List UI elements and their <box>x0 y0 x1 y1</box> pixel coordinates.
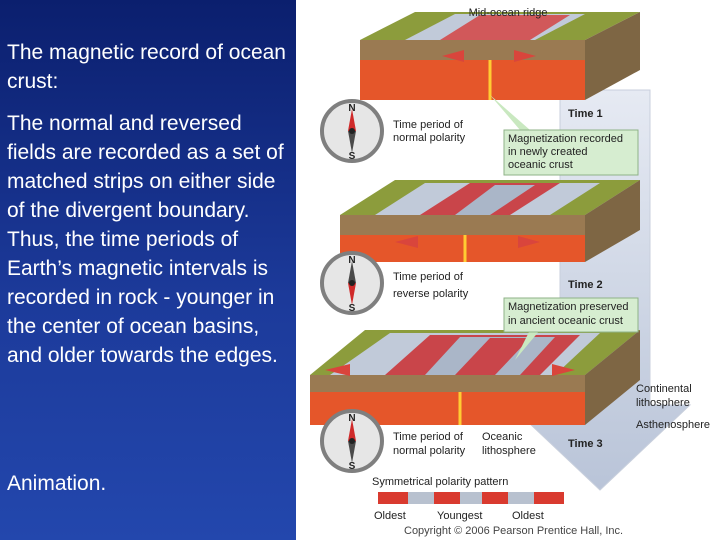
normal-polarity-label-1a: Time period of <box>393 119 463 131</box>
animation-link[interactable]: Animation. <box>7 472 107 495</box>
polarity-strip <box>378 492 564 504</box>
slide-body: The normal and reversed fields are recorded as a set of matched strips on either side of the divergent boundary. Thus, the time periods of Earth’s magnetic intervals is recorded in rock - younger in the center of ocean basins, and older towards the edges. <box>7 112 284 367</box>
asthenosphere-label: Asthenosphere <box>636 419 710 431</box>
callout2-line2: in ancient oceanic crust <box>508 315 623 327</box>
callout1-line2: in newly created <box>508 146 588 158</box>
callout1-line1: Magnetization recorded <box>508 133 623 145</box>
callout1-line3: oceanic crust <box>508 159 573 171</box>
oldest-right-label: Oldest <box>512 510 544 522</box>
compass1-s: S <box>348 151 356 162</box>
youngest-label: Youngest <box>437 510 483 522</box>
reverse-polarity-label-a: Time period of <box>393 271 463 283</box>
callout2-line1: Magnetization preserved <box>508 301 629 313</box>
copyright: Copyright © 2006 Pearson Prentice Hall, Inc. <box>404 525 624 537</box>
oceanic-lithosphere-label-b: lithosphere <box>482 445 536 457</box>
time3-label: Time 3 <box>568 438 603 450</box>
crust-block-time1 <box>360 12 640 100</box>
normal-polarity-label-1b: normal polarity <box>393 132 466 144</box>
diagram-panel <box>296 0 720 540</box>
text-panel <box>0 0 296 540</box>
slide-title: The magnetic record of ocean crust: <box>7 41 286 93</box>
crust-block-time2 <box>340 180 640 262</box>
time1-label: Time 1 <box>568 108 603 120</box>
compass3-n: N <box>348 413 356 424</box>
compass1-n: N <box>348 103 356 114</box>
oldest-left-label: Oldest <box>374 510 406 522</box>
time2-label: Time 2 <box>568 279 603 291</box>
normal-polarity-label-3a: Time period of <box>393 431 463 443</box>
mid-ocean-ridge-label: Mid-ocean ridge <box>468 7 548 19</box>
oceanic-lithosphere-label-a: Oceanic <box>482 431 523 443</box>
compass3-s: S <box>348 461 356 472</box>
seafloor-magnetic-diagram <box>296 0 720 540</box>
compass2-s: S <box>348 303 356 314</box>
pattern-title: Symmetrical polarity pattern <box>372 476 509 488</box>
normal-polarity-label-3b: normal polarity <box>393 445 466 457</box>
compass2-n: N <box>348 255 356 266</box>
reverse-polarity-label-b: reverse polarity <box>393 288 469 300</box>
continental-lithosphere-label-a: Continental <box>636 383 692 395</box>
continental-lithosphere-label-b: lithosphere <box>636 397 690 409</box>
